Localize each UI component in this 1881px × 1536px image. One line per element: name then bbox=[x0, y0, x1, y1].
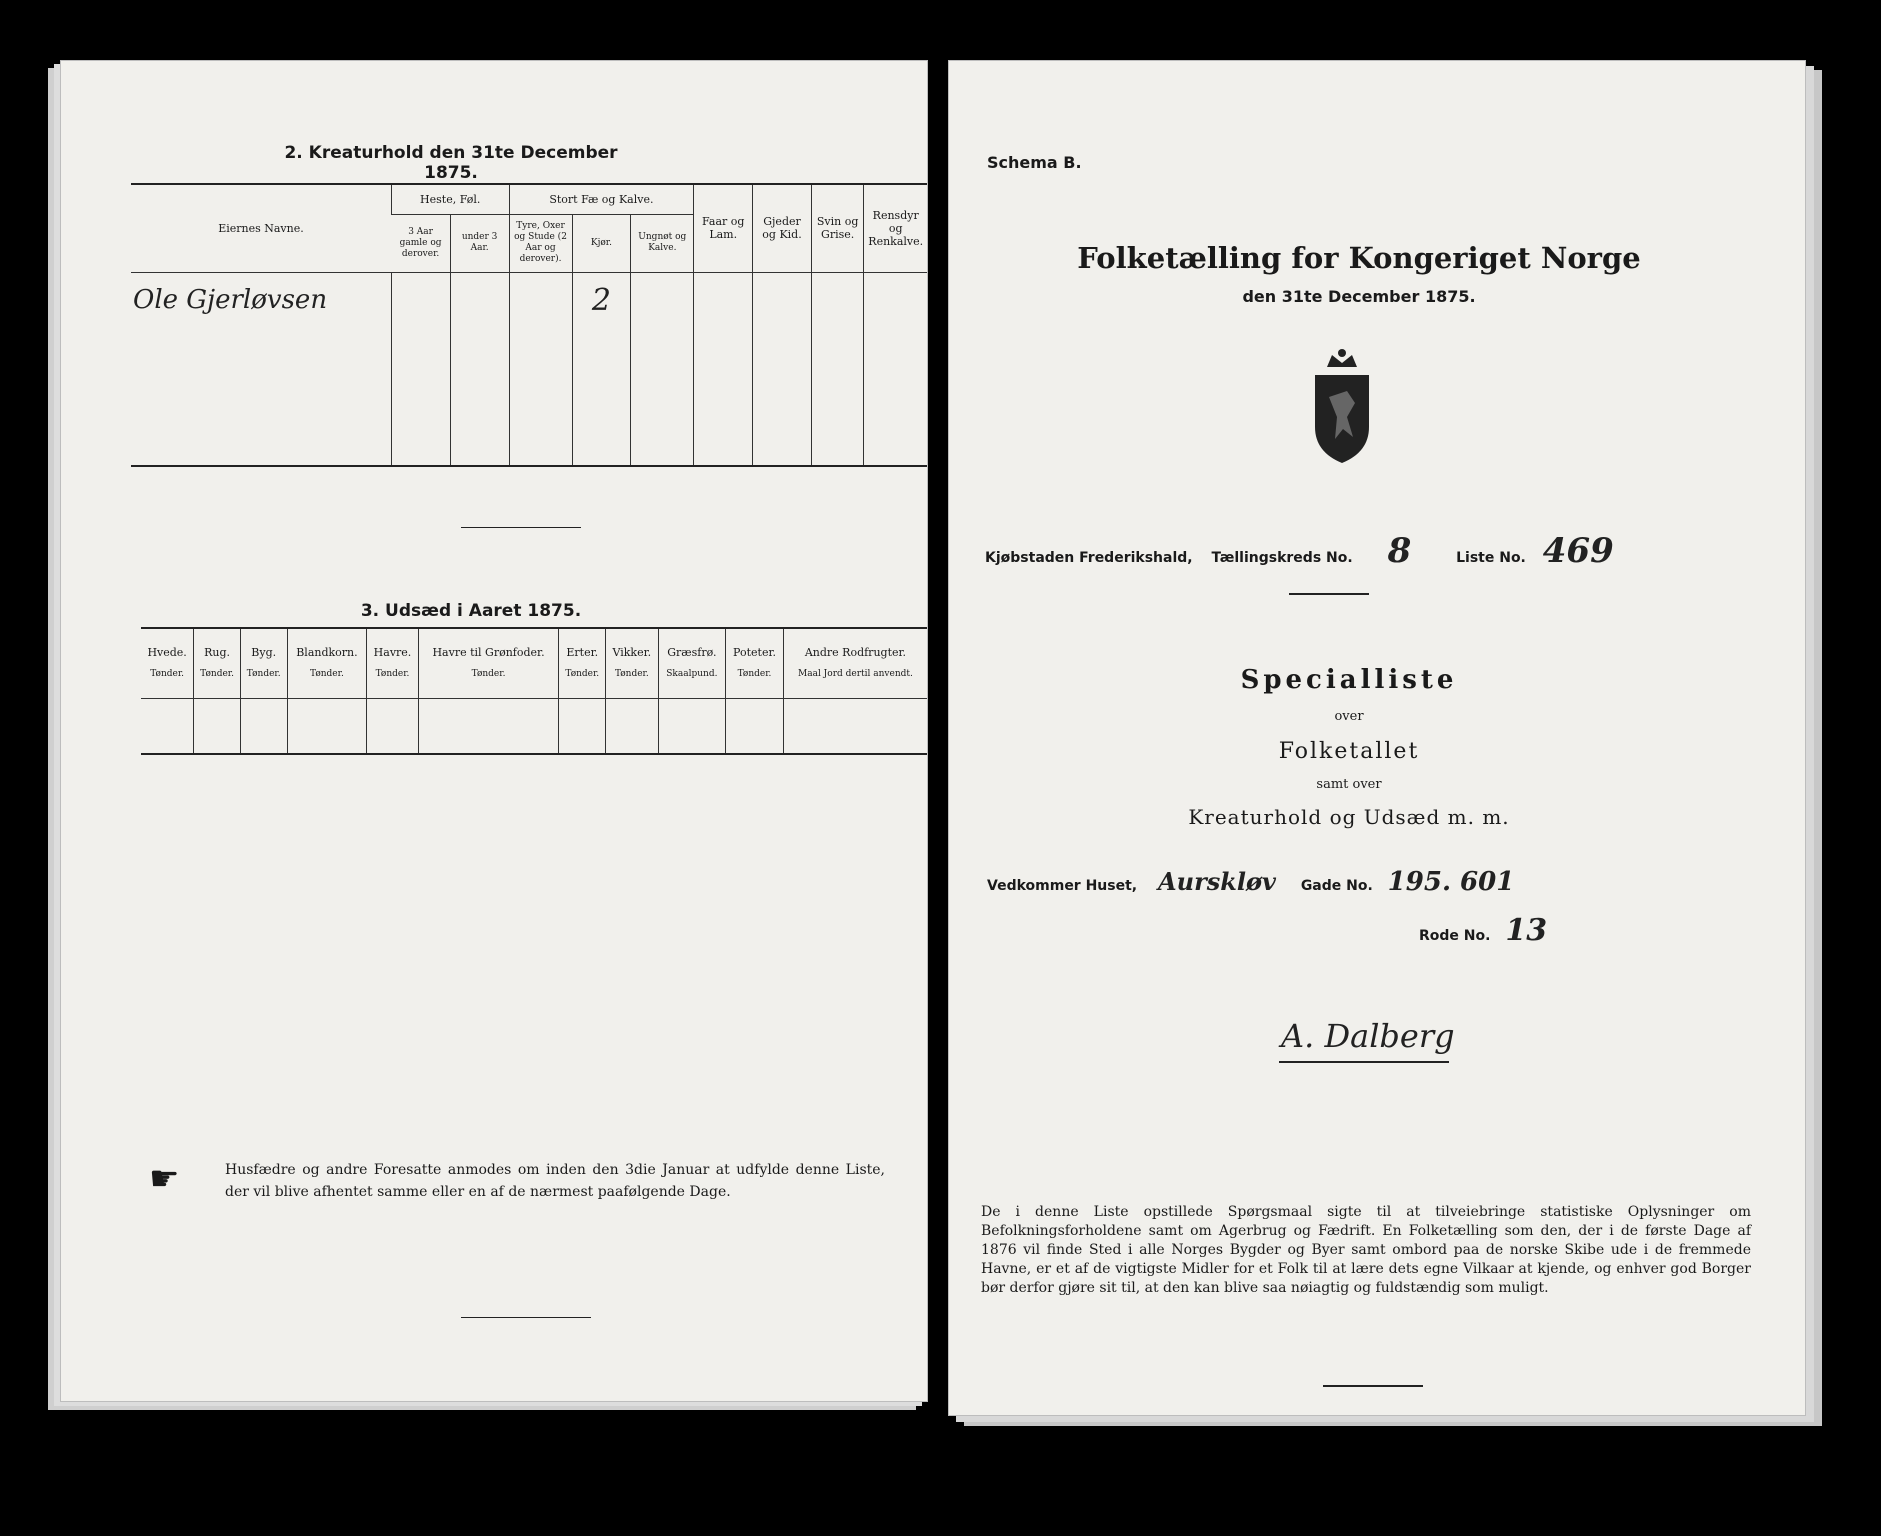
sowing-column-name: Græsfrø. bbox=[667, 646, 717, 660]
header-cattle: Stort Fæ og Kalve. bbox=[509, 184, 694, 214]
sowing-column-header bbox=[418, 628, 559, 698]
folketallet-heading: Folketallet bbox=[1278, 739, 1420, 764]
owner-name-cell: Ole Gjerløvsen bbox=[133, 284, 328, 315]
table-row bbox=[131, 364, 927, 400]
house-label: Vedkommer Huset, bbox=[987, 878, 1138, 894]
sowing-column-unit: Tønder. bbox=[246, 669, 281, 680]
sowing-cell bbox=[367, 698, 418, 754]
sowing-column-unit: Tønder. bbox=[471, 669, 506, 680]
sowing-column-name: Andre Rodfrugter. bbox=[804, 646, 907, 660]
house-line bbox=[987, 867, 1767, 897]
header-pigs: Svin og Grise. bbox=[811, 184, 864, 272]
rode-line bbox=[1419, 913, 1547, 948]
specialliste-heading: Specialliste bbox=[1240, 665, 1458, 695]
sowing-column-header bbox=[141, 628, 194, 698]
sowing-column-unit: Tønder. bbox=[310, 669, 344, 680]
location-line bbox=[985, 531, 1765, 571]
schema-label: Schema B. bbox=[987, 153, 1082, 172]
sowing-column-unit: Tønder. bbox=[614, 669, 649, 680]
sowing-cell bbox=[141, 698, 194, 754]
list-number: 469 bbox=[1542, 531, 1614, 571]
sowing-column-name: Havre. bbox=[373, 646, 412, 660]
sowing-column-header bbox=[240, 628, 287, 698]
header-horses-3yrs: 3 Aar gamle og derover. bbox=[399, 226, 442, 259]
sowing-cell bbox=[287, 698, 367, 754]
norwegian-coat-of-arms-icon bbox=[1307, 347, 1377, 471]
divider bbox=[1289, 593, 1369, 595]
sowing-column-name: Vikker. bbox=[612, 646, 652, 660]
sowing-column-unit: Tønder. bbox=[375, 669, 410, 680]
sowing-column-header bbox=[367, 628, 418, 698]
left-page bbox=[60, 60, 928, 1402]
census-date: den 31te December 1875. bbox=[1242, 287, 1476, 306]
sowing-column-header bbox=[726, 628, 784, 698]
sowing-table bbox=[141, 627, 927, 755]
sowing-cell bbox=[240, 698, 287, 754]
sowing-cell bbox=[559, 698, 606, 754]
section2-title: 2. Kreaturhold den 31te December 1875. bbox=[284, 143, 618, 183]
section3-title: 3. Udsæd i Aaret 1875. bbox=[360, 601, 582, 621]
sowing-cell bbox=[783, 698, 927, 754]
header-goats: Gjeder og Kid. bbox=[753, 184, 812, 272]
over-text: over bbox=[1334, 709, 1364, 724]
table-row bbox=[131, 400, 927, 436]
sowing-column-name: Poteter. bbox=[733, 646, 777, 660]
right-page bbox=[948, 60, 1806, 1416]
sowing-column-unit: Tønder. bbox=[565, 669, 600, 680]
district-number: 8 bbox=[1387, 531, 1412, 571]
pointing-hand-icon: ☛ bbox=[149, 1159, 180, 1199]
sowing-column-header bbox=[559, 628, 606, 698]
house-name: Aurskløv bbox=[1158, 867, 1276, 896]
gade-label: Gade No. bbox=[1300, 878, 1373, 894]
sowing-column-header bbox=[783, 628, 927, 698]
header-reindeer: Rensdyr og Renkalve. bbox=[864, 184, 927, 272]
sowing-column-name: Rug. bbox=[204, 646, 231, 660]
header-owner: Eiernes Navne. bbox=[218, 221, 304, 235]
sowing-column-header bbox=[658, 628, 726, 698]
sowing-cell bbox=[418, 698, 559, 754]
sowing-column-name: Blandkorn. bbox=[296, 646, 358, 660]
header-sheep: Faar og Lam. bbox=[694, 184, 753, 272]
header-horses: Heste, Føl. bbox=[391, 184, 509, 214]
sowing-column-name: Havre til Grønfoder. bbox=[432, 646, 545, 660]
header-young: Ungnøt og Kalve. bbox=[631, 214, 694, 272]
sowing-cell bbox=[194, 698, 241, 754]
signature: A. Dalberg bbox=[1281, 1017, 1455, 1055]
sowing-column-unit: Tønder. bbox=[150, 669, 185, 680]
divider bbox=[461, 1317, 591, 1318]
sowing-cell bbox=[658, 698, 726, 754]
town-label: Kjøbstaden Frederikshald, bbox=[985, 550, 1193, 566]
sowing-column-header bbox=[606, 628, 658, 698]
sowing-cell bbox=[606, 698, 658, 754]
sowing-column-header bbox=[287, 628, 367, 698]
samt-over-text: samt over bbox=[1316, 777, 1382, 792]
table-row bbox=[131, 272, 927, 328]
sowing-column-name: Hvede. bbox=[147, 646, 187, 660]
sowing-cell bbox=[726, 698, 784, 754]
sowing-column-name: Byg. bbox=[251, 646, 277, 660]
rode-number: 13 bbox=[1505, 913, 1548, 948]
notice-text: Husfædre og andre Foresatte anmodes om inden den 3die Januar at udfylde denne Liste, der vil blive afhentet samme eller en af de nærmest paafølgende Dage. bbox=[225, 1162, 885, 1200]
header-cows: Kjør. bbox=[572, 214, 631, 272]
table-row bbox=[131, 328, 927, 364]
header-bulls: Tyre, Oxer og Stude (2 Aar og derover). bbox=[509, 214, 572, 272]
rode-label: Rode No. bbox=[1419, 928, 1491, 944]
divider bbox=[1323, 1385, 1423, 1387]
sowing-column-unit: Maal Jord dertil anvendt. bbox=[798, 669, 913, 680]
table-row bbox=[131, 436, 927, 466]
list-label: Liste No. bbox=[1456, 550, 1526, 566]
page-title: Folketælling for Kongeriget Norge bbox=[1077, 241, 1641, 275]
district-label: Tællingskreds No. bbox=[1211, 550, 1353, 566]
divider bbox=[461, 527, 581, 528]
kreaturhold-heading: Kreaturhold og Udsæd m. m. bbox=[1188, 805, 1510, 829]
gade-number: 195. 601 bbox=[1387, 867, 1515, 897]
sowing-column-unit: Tønder. bbox=[737, 669, 772, 680]
sowing-column-unit: Tønder. bbox=[200, 669, 234, 680]
header-horses-under3: under 3 Aar. bbox=[450, 214, 509, 272]
table-row bbox=[141, 698, 927, 754]
footer-text: De i denne Liste opstillede Spørgsmaal sigte til at tilveiebringe statistiske Oplysninger om Befolkningsforholdene samt om Agerbrug og Fædrift. En Folketælling som den, der i de første Dage af 1876 vil finde Sted i alle Norges Bygder og Byer samt ombord paa de norske Skibe ude i de fremmede Havne, er et af de vigtigste Midler for et Folk til at lære dets egne Vilkaar at kjende, og enhver god Borger bør derfor gjøre sit til, at den kan blive saa nøiagtig og fuldstændig som muligt. bbox=[981, 1204, 1751, 1296]
cows-count-cell: 2 bbox=[572, 272, 631, 328]
sowing-column-unit: Skaalpund. bbox=[666, 669, 718, 680]
sowing-column-name: Erter. bbox=[566, 646, 599, 660]
signature-underline bbox=[1279, 1061, 1449, 1063]
livestock-table bbox=[131, 183, 927, 467]
sowing-column-header bbox=[194, 628, 241, 698]
